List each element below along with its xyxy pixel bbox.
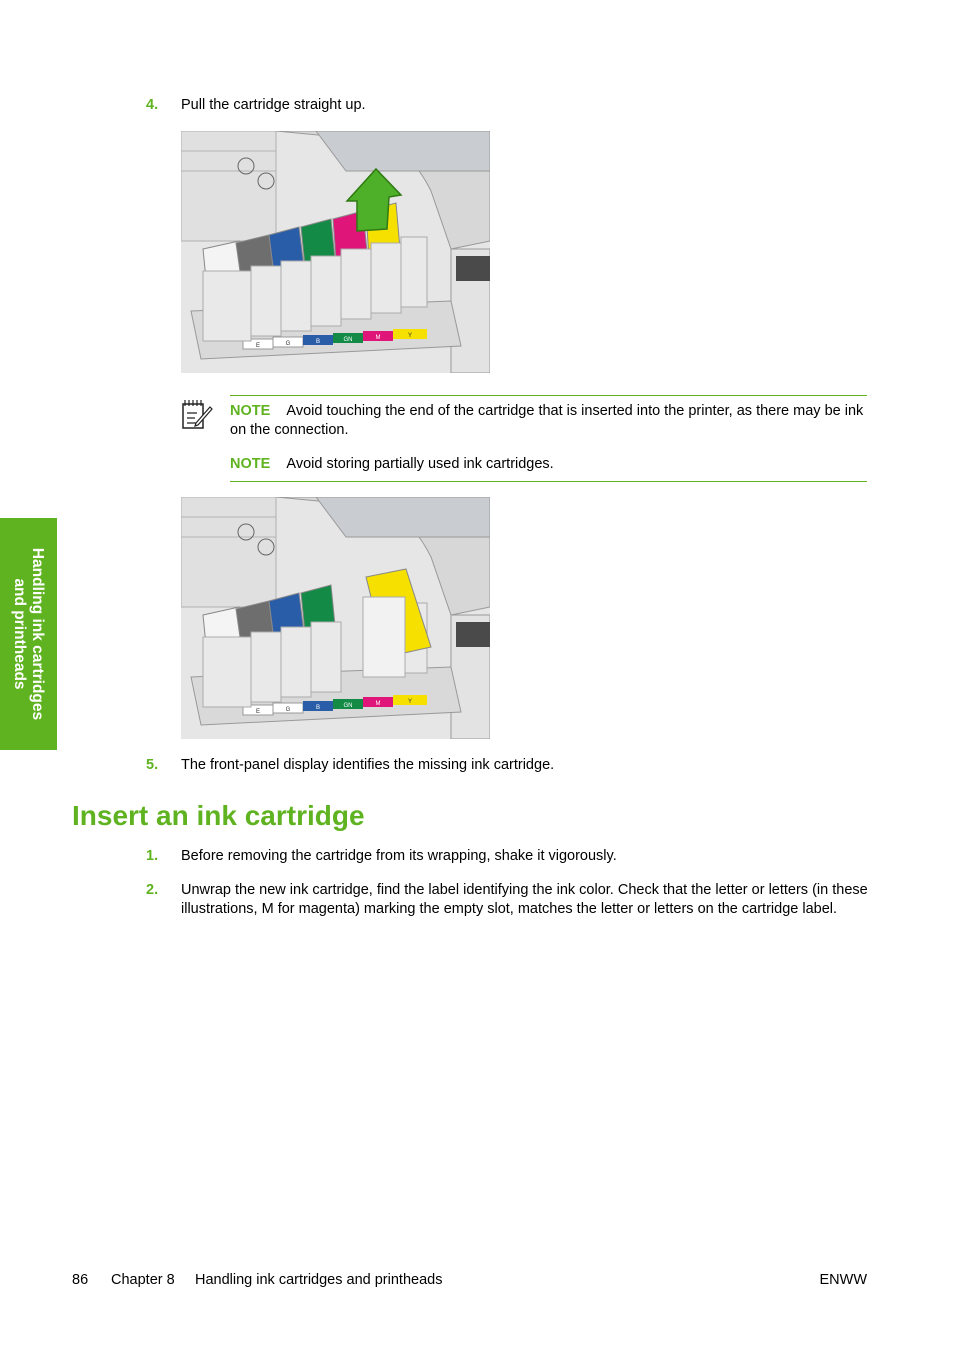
slot-label: B: [315, 705, 321, 711]
note-label: NOTE: [230, 403, 271, 419]
slot-label: GN: [343, 703, 353, 709]
step-text: Unwrap the new ink cartridge, find the label identifying the ink color. Check that the letter or letters (in these illustrations, M for magenta) marking the empty slot, matches the letter or letters on the cartridge label.: [181, 882, 868, 917]
chapter-side-tab-label: [10, 518, 46, 750]
footer-right-label: ENWW: [819, 1272, 867, 1288]
side-tab-line-2: and printheads: [11, 578, 28, 690]
section-heading: Insert an ink cartridge: [72, 800, 365, 831]
step-text: Pull the cartridge straight up.: [181, 97, 366, 113]
slot-label: Y: [407, 333, 413, 339]
note-icon: [181, 399, 213, 431]
step-number: 1.: [146, 848, 159, 864]
slot-label: E: [255, 709, 261, 715]
note-top-rule: [230, 395, 867, 396]
slot-label: B: [315, 339, 321, 345]
step-text: Before removing the cartridge from its wrapping, shake it vigorously.: [181, 848, 617, 864]
note-1: [230, 402, 870, 440]
step-number: 4.: [146, 97, 159, 113]
slot-label: G: [285, 341, 291, 347]
printer-empty-slot-illustration: [181, 497, 490, 739]
step-number: 2.: [146, 882, 159, 898]
slot-label: G: [285, 707, 291, 713]
slot-label: M: [375, 335, 381, 341]
printer-cartridges-illustration: [181, 131, 490, 373]
note-text: Avoid touching the end of the cartridge that is inserted into the printer, as there may be ink on the connection.: [230, 403, 864, 438]
side-tab-line-1: Handling ink cartridges: [29, 547, 46, 721]
note-bottom-rule: [230, 481, 867, 482]
note-2: [230, 455, 870, 474]
figure-empty-slot: [181, 497, 490, 739]
step-number: 5.: [146, 757, 159, 773]
slot-label: GN: [343, 337, 353, 343]
footer-chapter: Chapter 8: [111, 1272, 175, 1288]
slot-label: E: [255, 343, 261, 349]
note-text: Avoid storing partially used ink cartridges.: [286, 456, 554, 472]
step-text: The front-panel display identifies the missing ink cartridge.: [181, 757, 555, 773]
footer-chapter-title: Handling ink cartridges and printheads: [195, 1272, 443, 1288]
note-label: NOTE: [230, 456, 271, 472]
slot-label: Y: [407, 699, 413, 705]
figure-cartridge-removal: [181, 131, 490, 373]
slot-label: M: [375, 701, 381, 707]
footer-page-number: 86: [72, 1272, 89, 1288]
